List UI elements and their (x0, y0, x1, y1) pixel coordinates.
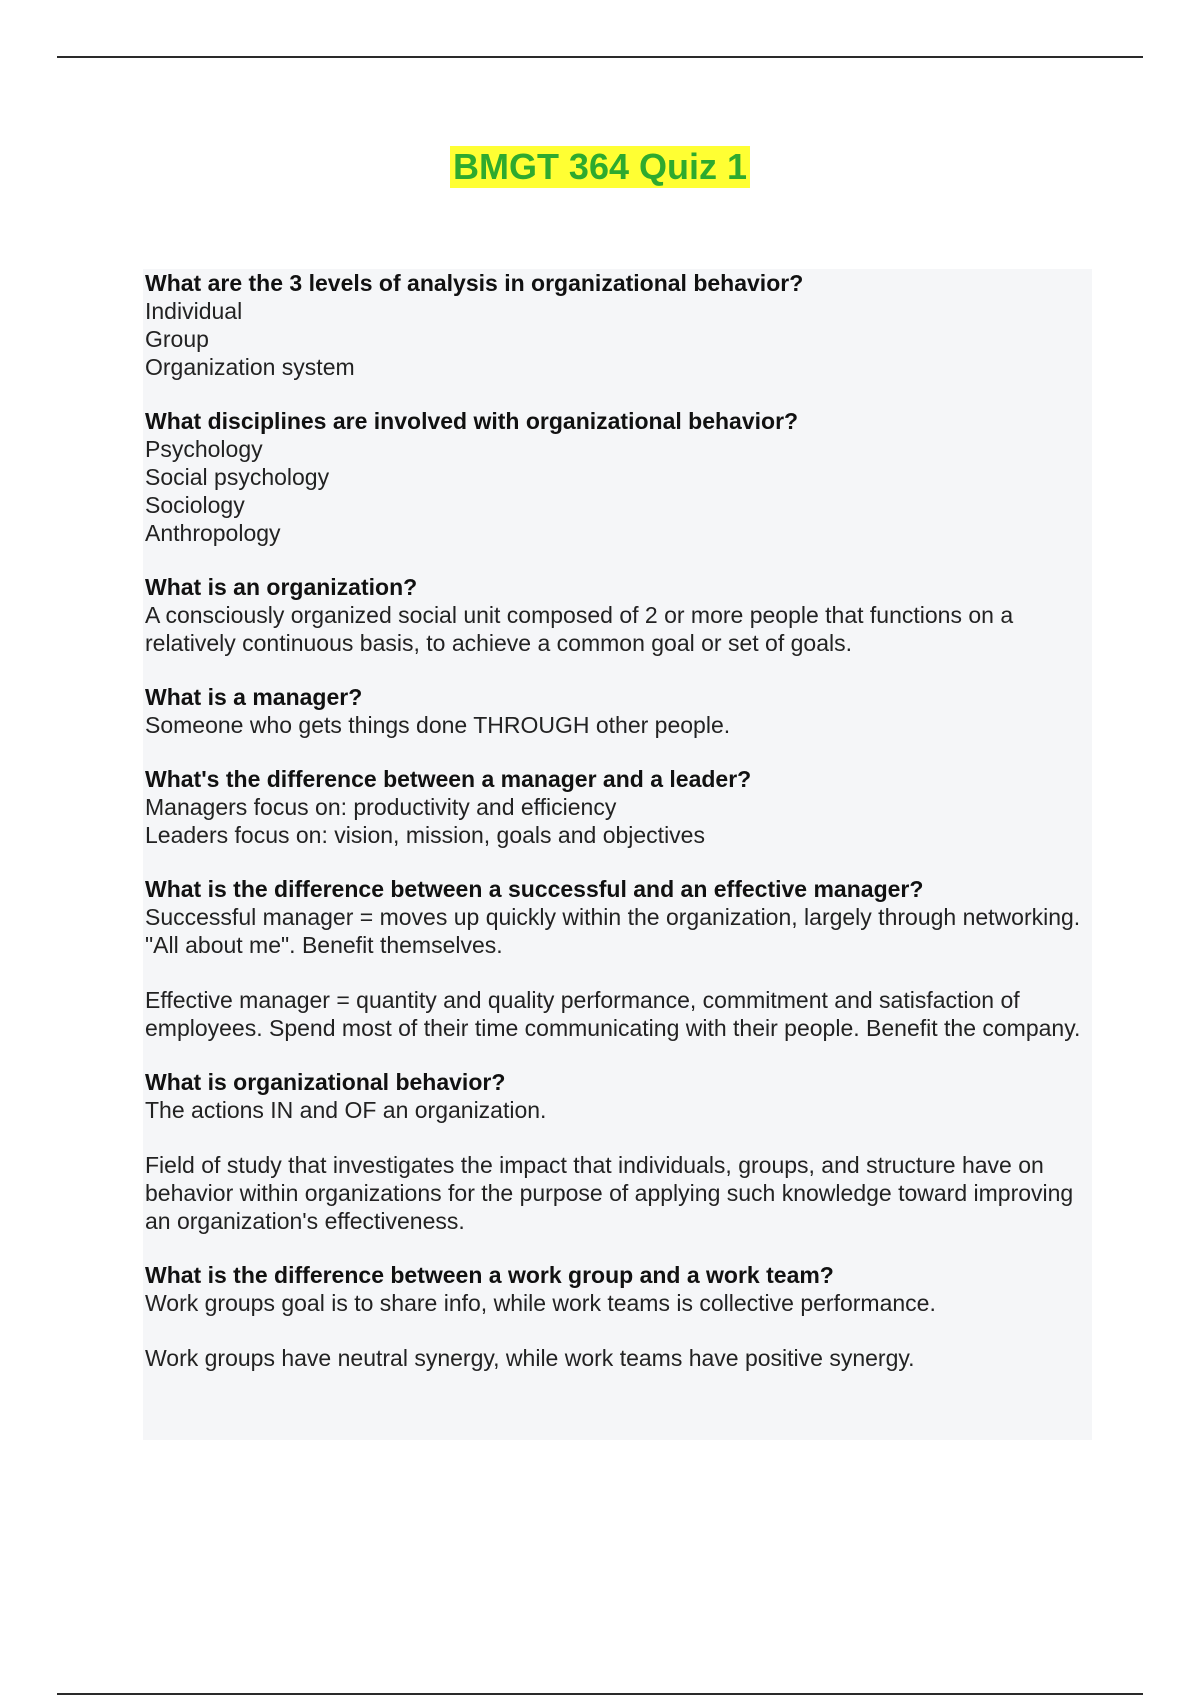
answer-paragraph (145, 435, 1092, 547)
answer-paragraph (145, 601, 1092, 657)
bottom-rule (57, 1693, 1143, 1695)
qa-panel (143, 269, 1092, 1440)
answer-line: Sociology (145, 492, 245, 518)
answer-line: Work groups goal is to share info, while work teams is collective performance. (145, 1290, 936, 1316)
top-rule (57, 56, 1143, 58)
question-text: What are the 3 levels of analysis in organizational behavior? (145, 270, 804, 296)
answer-paragraph (145, 1096, 1092, 1124)
answer-line: Leaders focus on: vision, mission, goals and objectives (145, 822, 705, 848)
answer-line: Field of study that investigates the impact that individuals, groups, and structure have on behavior within organizations for the purpose of applying such knowledge toward improving an organization's effectiveness. (145, 1152, 1074, 1234)
answer-line: A consciously organized social unit composed of 2 or more people that functions on a relatively continuous basis, to achieve a common goal or set of goals. (145, 602, 1014, 656)
answer-line: Individual (145, 298, 243, 324)
answer-paragraph (145, 1151, 1092, 1235)
answer-line: Organization system (145, 354, 355, 380)
answer-line: Social psychology (145, 464, 330, 490)
answer-line: Managers focus on: productivity and efficiency (145, 794, 617, 820)
qa-item (145, 1068, 1092, 1235)
question-text: What's the difference between a manager and a leader? (145, 766, 752, 792)
qa-item (145, 875, 1092, 1042)
answer-paragraph (145, 1289, 1092, 1317)
qa-item (145, 683, 1092, 739)
question-text: What is the difference between a successful and an effective manager? (145, 876, 924, 902)
question-text: What is an organization? (145, 574, 418, 600)
answer-line: Successful manager = moves up quickly within the organization, largely through networking. "All about me". Benefit themselves. (145, 904, 1081, 958)
answer-line: Effective manager = quantity and quality performance, commitment and satisfaction of employees. Spend most of their time communicating with their people. Benefit the company. (145, 987, 1081, 1041)
question-text: What is organizational behavior? (145, 1069, 506, 1095)
answer-line: The actions IN and OF an organization. (145, 1097, 547, 1123)
question-text: What disciplines are involved with organizational behavior? (145, 408, 799, 434)
qa-item (145, 1261, 1092, 1372)
answer-paragraph (145, 793, 1092, 849)
qa-item (145, 765, 1092, 849)
answer-line: Psychology (145, 436, 263, 462)
answer-line: Work groups have neutral synergy, while work teams have positive synergy. (145, 1345, 915, 1371)
answer-line: Someone who gets things done THROUGH other people. (145, 712, 731, 738)
answer-paragraph (145, 903, 1092, 959)
question-text: What is a manager? (145, 684, 363, 710)
title-block (0, 146, 1200, 188)
answer-line: Anthropology (145, 520, 281, 546)
answer-paragraph (145, 986, 1092, 1042)
qa-item (145, 573, 1092, 657)
qa-item (145, 407, 1092, 547)
answer-paragraph (145, 711, 1092, 739)
answer-line: Group (145, 326, 209, 352)
answer-paragraph (145, 297, 1092, 381)
question-text: What is the difference between a work group and a work team? (145, 1262, 834, 1288)
page-title: BMGT 364 Quiz 1 (450, 146, 750, 188)
answer-paragraph (145, 1344, 1092, 1372)
qa-item (145, 269, 1092, 381)
